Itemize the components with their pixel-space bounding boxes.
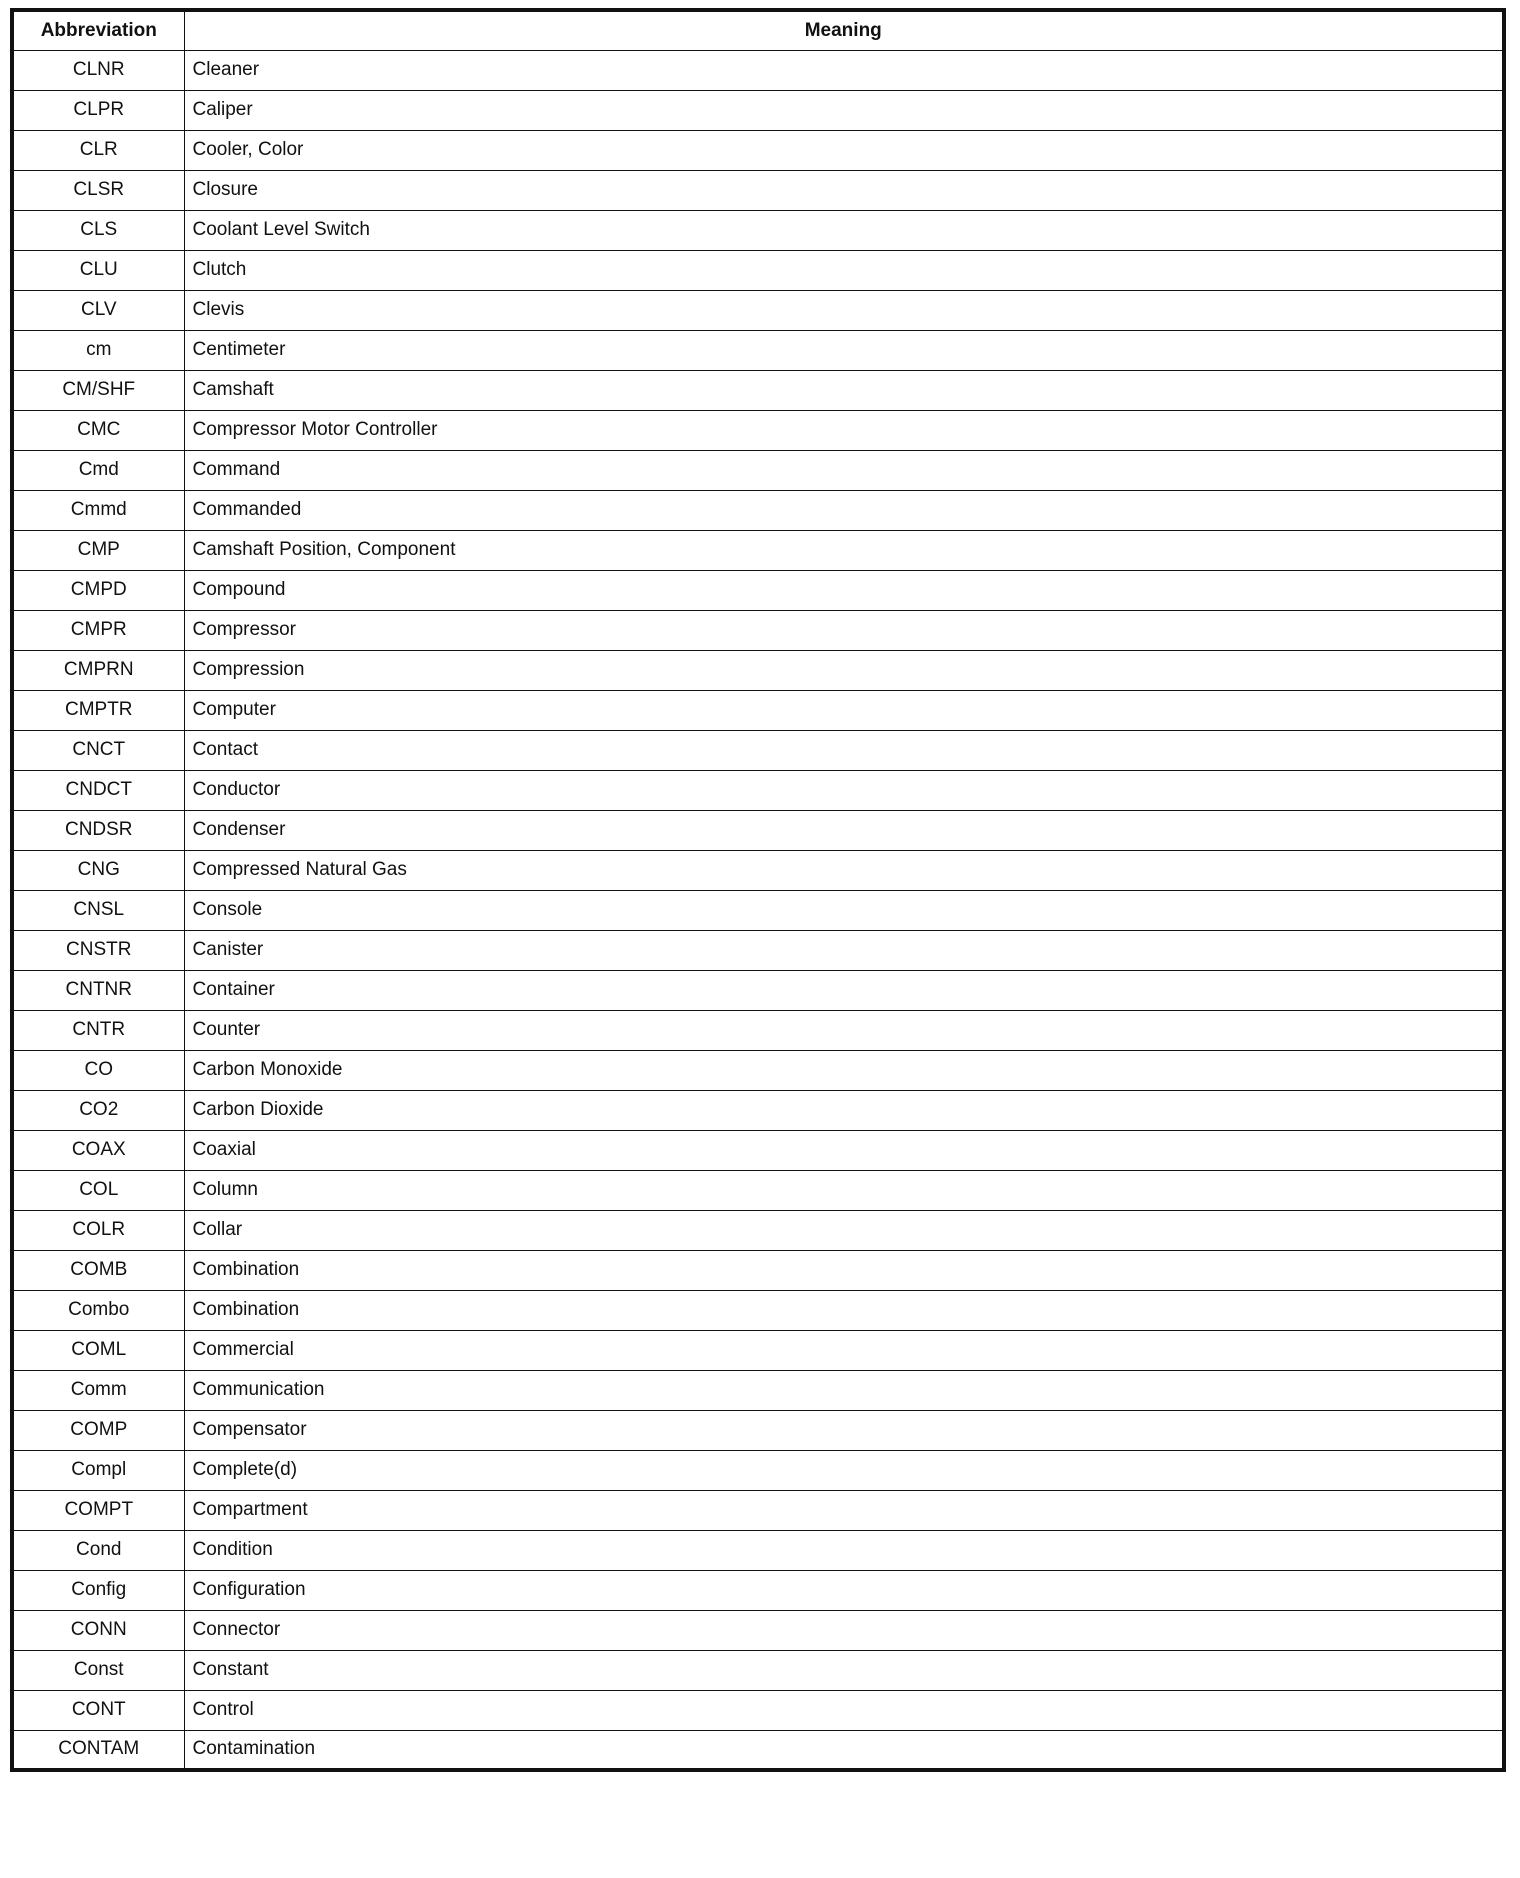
cell-meaning: Compensator	[184, 1410, 1504, 1450]
cell-meaning: Carbon Monoxide	[184, 1050, 1504, 1090]
cell-meaning: Clutch	[184, 250, 1504, 290]
cell-abbreviation: CMPTR	[12, 690, 184, 730]
cell-abbreviation: cm	[12, 330, 184, 370]
table-row	[12, 1290, 1504, 1330]
cell-abbreviation: CO	[12, 1050, 184, 1090]
cell-abbreviation: Cmd	[12, 450, 184, 490]
cell-meaning: Cooler, Color	[184, 130, 1504, 170]
table-row	[12, 1450, 1504, 1490]
cell-abbreviation: CLS	[12, 210, 184, 250]
cell-meaning: Compartment	[184, 1490, 1504, 1530]
cell-abbreviation: COMP	[12, 1410, 184, 1450]
table-row	[12, 1050, 1504, 1090]
column-header-meaning: Meaning	[184, 10, 1504, 50]
cell-abbreviation: CLSR	[12, 170, 184, 210]
cell-abbreviation: CO2	[12, 1090, 184, 1130]
cell-meaning: Carbon Dioxide	[184, 1090, 1504, 1130]
cell-abbreviation: CONN	[12, 1610, 184, 1650]
table-row	[12, 650, 1504, 690]
cell-meaning: Caliper	[184, 90, 1504, 130]
table-row	[12, 1130, 1504, 1170]
cell-meaning: Centimeter	[184, 330, 1504, 370]
table-row	[12, 410, 1504, 450]
cell-abbreviation: CNDSR	[12, 810, 184, 850]
cell-abbreviation: Cmmd	[12, 490, 184, 530]
table-row	[12, 290, 1504, 330]
table-row	[12, 1370, 1504, 1410]
table-row	[12, 250, 1504, 290]
abbreviation-table	[10, 8, 1506, 1772]
table-row	[12, 530, 1504, 570]
cell-abbreviation: COMB	[12, 1250, 184, 1290]
cell-meaning: Condition	[184, 1530, 1504, 1570]
table-row	[12, 1410, 1504, 1450]
cell-abbreviation: CONT	[12, 1690, 184, 1730]
cell-meaning: Container	[184, 970, 1504, 1010]
cell-meaning: Complete(d)	[184, 1450, 1504, 1490]
cell-meaning: Combination	[184, 1250, 1504, 1290]
cell-abbreviation: Comm	[12, 1370, 184, 1410]
cell-abbreviation: COML	[12, 1330, 184, 1370]
table-row	[12, 1250, 1504, 1290]
cell-meaning: Command	[184, 450, 1504, 490]
cell-meaning: Coaxial	[184, 1130, 1504, 1170]
cell-meaning: Collar	[184, 1210, 1504, 1250]
table-row	[12, 1010, 1504, 1050]
cell-abbreviation: COL	[12, 1170, 184, 1210]
cell-meaning: Counter	[184, 1010, 1504, 1050]
cell-meaning: Compression	[184, 650, 1504, 690]
cell-meaning: Combination	[184, 1290, 1504, 1330]
table-row	[12, 1530, 1504, 1570]
cell-meaning: Compound	[184, 570, 1504, 610]
cell-abbreviation: CLPR	[12, 90, 184, 130]
cell-meaning: Commanded	[184, 490, 1504, 530]
table-row	[12, 450, 1504, 490]
cell-meaning: Coolant Level Switch	[184, 210, 1504, 250]
table-row	[12, 890, 1504, 930]
cell-meaning: Console	[184, 890, 1504, 930]
column-header-abbreviation: Abbreviation	[12, 10, 184, 50]
cell-meaning: Condenser	[184, 810, 1504, 850]
table-row	[12, 570, 1504, 610]
cell-abbreviation: CNSTR	[12, 930, 184, 970]
cell-abbreviation: CONTAM	[12, 1730, 184, 1770]
table-row	[12, 1570, 1504, 1610]
table-row	[12, 610, 1504, 650]
cell-abbreviation: CNTNR	[12, 970, 184, 1010]
cell-abbreviation: CMPR	[12, 610, 184, 650]
table-row	[12, 1610, 1504, 1650]
cell-abbreviation: Compl	[12, 1450, 184, 1490]
cell-abbreviation: Const	[12, 1650, 184, 1690]
table-row	[12, 370, 1504, 410]
cell-abbreviation: CLU	[12, 250, 184, 290]
cell-meaning: Closure	[184, 170, 1504, 210]
cell-abbreviation: CMPD	[12, 570, 184, 610]
cell-abbreviation: CNCT	[12, 730, 184, 770]
table-row	[12, 1730, 1504, 1770]
cell-abbreviation: CMPRN	[12, 650, 184, 690]
cell-abbreviation: COLR	[12, 1210, 184, 1250]
cell-abbreviation: CLV	[12, 290, 184, 330]
table-row	[12, 1090, 1504, 1130]
table-row	[12, 1170, 1504, 1210]
cell-meaning: Compressor	[184, 610, 1504, 650]
table-row	[12, 1210, 1504, 1250]
cell-meaning: Camshaft Position, Component	[184, 530, 1504, 570]
table-row	[12, 50, 1504, 90]
cell-abbreviation: CNDCT	[12, 770, 184, 810]
table-body	[12, 50, 1504, 1770]
table-row	[12, 1490, 1504, 1530]
cell-meaning: Constant	[184, 1650, 1504, 1690]
cell-abbreviation: CNSL	[12, 890, 184, 930]
cell-meaning: Computer	[184, 690, 1504, 730]
table-row	[12, 490, 1504, 530]
table-row	[12, 1650, 1504, 1690]
cell-abbreviation: CNTR	[12, 1010, 184, 1050]
cell-meaning: Conductor	[184, 770, 1504, 810]
table-row	[12, 810, 1504, 850]
cell-abbreviation: COAX	[12, 1130, 184, 1170]
table-row	[12, 210, 1504, 250]
table-row	[12, 770, 1504, 810]
cell-abbreviation: CLR	[12, 130, 184, 170]
cell-abbreviation: CMP	[12, 530, 184, 570]
table-row	[12, 970, 1504, 1010]
cell-abbreviation: CLNR	[12, 50, 184, 90]
cell-abbreviation: Cond	[12, 1530, 184, 1570]
cell-meaning: Commercial	[184, 1330, 1504, 1370]
cell-meaning: Contamination	[184, 1730, 1504, 1770]
table-header	[12, 10, 1504, 50]
cell-meaning: Compressor Motor Controller	[184, 410, 1504, 450]
cell-abbreviation: Combo	[12, 1290, 184, 1330]
cell-abbreviation: COMPT	[12, 1490, 184, 1530]
header-row	[12, 10, 1504, 50]
cell-meaning: Camshaft	[184, 370, 1504, 410]
cell-meaning: Connector	[184, 1610, 1504, 1650]
cell-meaning: Communication	[184, 1370, 1504, 1410]
cell-meaning: Configuration	[184, 1570, 1504, 1610]
table-row	[12, 170, 1504, 210]
cell-meaning: Cleaner	[184, 50, 1504, 90]
table-row	[12, 90, 1504, 130]
cell-meaning: Compressed Natural Gas	[184, 850, 1504, 890]
table-row	[12, 930, 1504, 970]
table-row	[12, 730, 1504, 770]
cell-abbreviation: CMC	[12, 410, 184, 450]
cell-abbreviation: CM/SHF	[12, 370, 184, 410]
table-row	[12, 1330, 1504, 1370]
table-row	[12, 690, 1504, 730]
cell-meaning: Canister	[184, 930, 1504, 970]
cell-meaning: Control	[184, 1690, 1504, 1730]
table-row	[12, 130, 1504, 170]
table-row	[12, 1690, 1504, 1730]
cell-meaning: Contact	[184, 730, 1504, 770]
cell-meaning: Column	[184, 1170, 1504, 1210]
cell-abbreviation: Config	[12, 1570, 184, 1610]
cell-abbreviation: CNG	[12, 850, 184, 890]
table-row	[12, 850, 1504, 890]
cell-meaning: Clevis	[184, 290, 1504, 330]
table-row	[12, 330, 1504, 370]
